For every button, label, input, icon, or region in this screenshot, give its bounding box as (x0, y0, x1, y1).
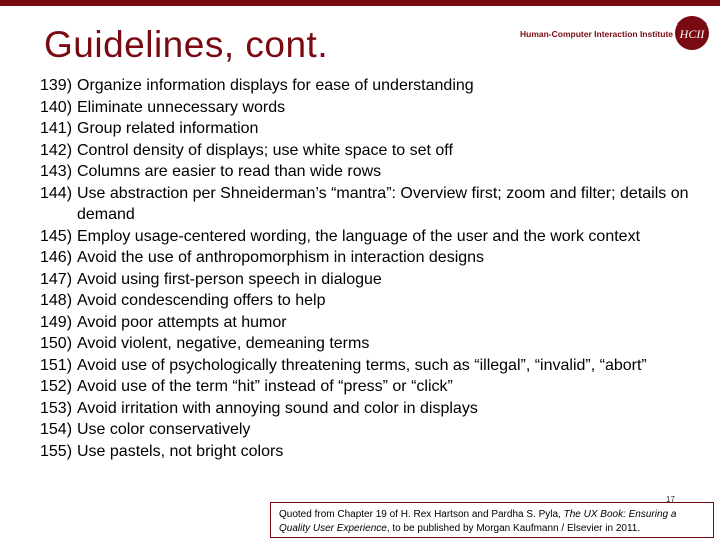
institute-name: Human-Computer Interaction Institute (520, 29, 674, 39)
guideline-number: 139) (40, 77, 73, 94)
guideline-item (40, 118, 700, 140)
guideline-text: Avoid violent, negative, demeaning terms (77, 335, 370, 352)
guideline-list (40, 75, 700, 462)
citation-text: Quoted from Chapter 19 of H. Rex Hartson and Pardha S. Pyla, (279, 509, 564, 520)
guideline-item (40, 376, 700, 398)
guideline-number: 148) (40, 292, 73, 309)
page-title: Guidelines, cont. (44, 24, 329, 65)
guideline-item (40, 419, 700, 441)
guideline-item (40, 312, 700, 334)
logo-text: HCII (679, 27, 705, 41)
guideline-item (40, 226, 700, 248)
citation-box (270, 502, 714, 538)
guideline-text: Avoid poor attempts at humor (77, 313, 287, 331)
guideline-item (40, 333, 700, 355)
guideline-number: 142) (40, 141, 73, 159)
guideline-item (40, 183, 700, 226)
guideline-item (40, 247, 700, 269)
guideline-item (40, 75, 700, 97)
top-accent-bar (0, 0, 720, 6)
guideline-item (40, 441, 700, 463)
guideline-item (40, 97, 700, 119)
guideline-number: 152) (40, 378, 73, 395)
guideline-text: Eliminate unnecessary words (77, 98, 286, 116)
citation-publisher: , to be published by Morgan Kaufmann / Elsevier in 2011. (386, 522, 641, 534)
guideline-text: Avoid use of psychologically threatening terms, such as “illegal”, “invalid”, “abort” (77, 356, 647, 374)
guideline-item (40, 290, 700, 312)
guideline-item (40, 355, 700, 377)
guideline-number: 154) (40, 421, 73, 438)
citation-book-title: The UX Book: Ensuring a Quality User Experience (279, 509, 677, 534)
guideline-text: Employ usage-centered wording, the language of the user and the work context (77, 227, 641, 245)
guideline-number: 145) (40, 227, 73, 245)
guideline-text: Avoid using first-person speech in dialogue (77, 270, 382, 288)
guideline-number: 147) (40, 270, 73, 288)
guideline-text: Group related information (77, 120, 259, 137)
guideline-text: Avoid use of the term “hit” instead of “press” or “click” (77, 378, 453, 395)
guideline-text: Columns are easier to read than wide rows (77, 163, 382, 180)
guideline-text: Avoid the use of anthropomorphism in interaction designs (77, 249, 485, 266)
guideline-number: 140) (40, 98, 73, 116)
guideline-text: Use pastels, not bright colors (77, 442, 284, 460)
guideline-item (40, 161, 700, 183)
guideline-text: Use color conservatively (77, 421, 251, 438)
guideline-item (40, 398, 700, 420)
guideline-number: 143) (40, 163, 73, 180)
guideline-number: 144) (40, 184, 73, 202)
guideline-number: 146) (40, 249, 73, 266)
guideline-number: 153) (40, 399, 73, 417)
guideline-item (40, 269, 700, 291)
guideline-number: 149) (40, 313, 73, 331)
guideline-text: Organize information displays for ease of understanding (77, 77, 474, 94)
page-number: 17 (666, 495, 675, 504)
guideline-text: Control density of displays; use white space to set off (77, 141, 453, 159)
guideline-number: 150) (40, 335, 73, 352)
hcii-logo-icon (672, 12, 712, 52)
guideline-item (40, 140, 700, 162)
guideline-number: 141) (40, 120, 73, 137)
guideline-text: Use abstraction per Shneiderman’s “mantra”: Overview first; zoom and filter; details on demand (77, 184, 689, 223)
guideline-text: Avoid condescending offers to help (77, 292, 326, 309)
guideline-text: Avoid irritation with annoying sound and color in displays (77, 399, 478, 417)
guideline-number: 155) (40, 442, 73, 460)
guideline-number: 151) (40, 356, 73, 374)
